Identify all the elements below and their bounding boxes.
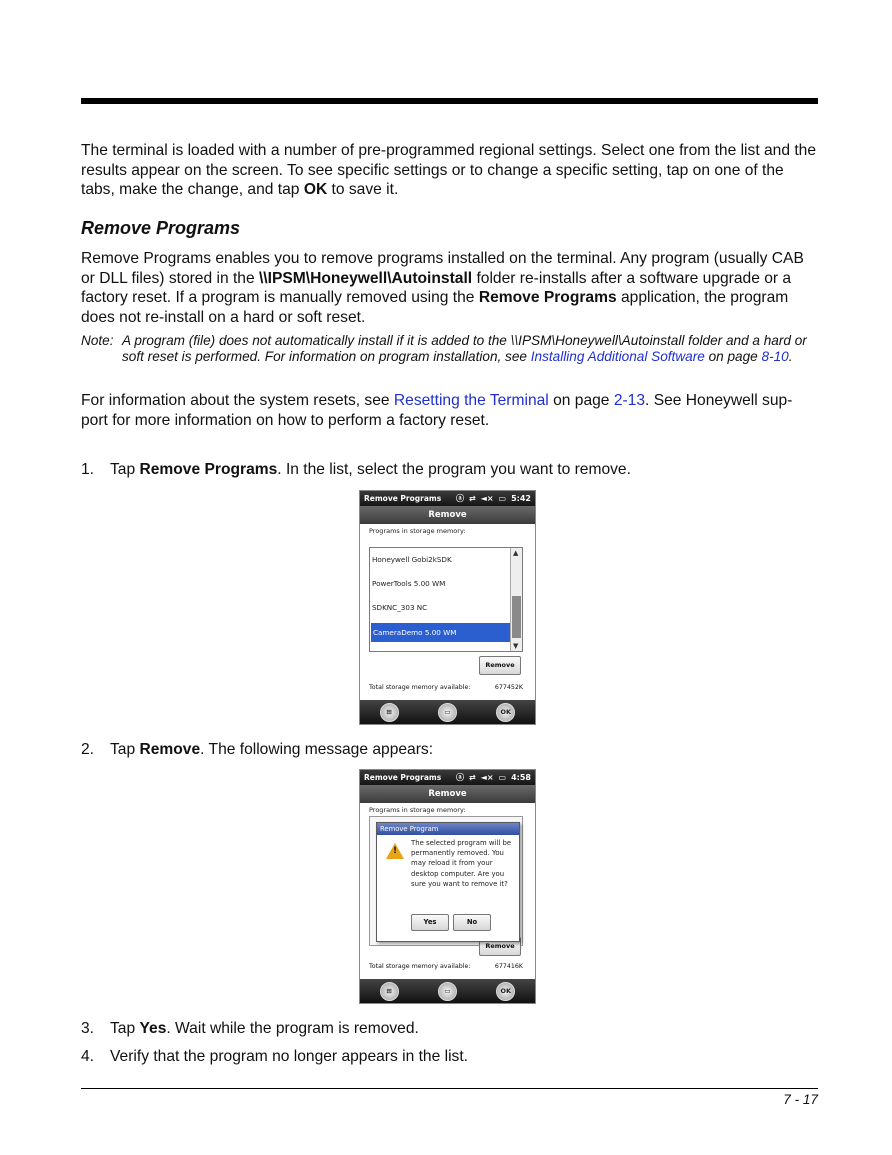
list-caption: Programs in storage memory: [369,806,466,814]
keyboard-toggle-icon[interactable]: ▭ [438,982,457,1001]
ok-button[interactable]: OK [496,982,515,1001]
step-2: 2. Tap Remove. The following message appears: [81,741,434,758]
section-title: Remove Programs [81,218,241,238]
bottom-bar [360,700,535,724]
remove-button[interactable]: Remove [479,656,521,675]
program-list[interactable] [369,547,523,652]
battery-icon: ▭ [498,494,507,503]
windows-start-icon[interactable]: ⊞ [380,703,399,722]
step-3: 3. Tap Yes. Wait while the program is removed. [81,1020,419,1037]
step-4: 4. Verify that the program no longer appears in the list. [81,1048,468,1065]
remove-program-dialog [376,822,520,942]
battery-icon: ▭ [498,773,507,782]
sync-icon: ⇄ [468,494,476,503]
clock: 5:42 [511,494,531,503]
screen-header: Remove [360,506,535,524]
list-item-selected[interactable]: CameraDemo 5.00 WM [371,623,510,642]
description-paragraph: Remove Programs enables you to remove programs installed on the terminal. Any program (usually CAB or DLL files) stored in the \\IPSM\Honeywell\Autoinstall folder re-installs after a software upgrade or a factory reset. If a program is manually removed using the Remove Programs application, the program does not re-install on a hard or soft reset. [81,250,804,326]
scroll-down-icon[interactable]: ▼ [513,642,519,650]
keyboard-icon: ⓐ [455,494,464,503]
ok-button[interactable]: OK [496,703,515,722]
header-rule [81,98,818,104]
clock: 4:58 [511,773,531,782]
yes-button[interactable]: Yes [411,914,449,931]
resetting-terminal-link[interactable]: Resetting the Terminal [393,392,549,409]
screenshot-remove-confirm [359,769,536,1004]
bottom-bar [360,979,535,1003]
note-body: A program (file) does not automatically install if it is added to the \\IPSM\Honeywell\Autoinstall folder and a hard or soft reset is performed. For information on program installation, see Installing Additional Software on page 8-10. [122,333,807,364]
status-bar: Remove Programs ⓐ ⇄ ◄× ▭ 4:58 [360,770,535,785]
storage-total: Total storage memory available: 677416K [369,963,523,970]
list-item[interactable]: PowerTools 5.00 WM [372,579,446,588]
list-caption: Programs in storage memory: [369,527,466,535]
no-button[interactable]: No [453,914,491,931]
screenshot-remove-programs [359,490,536,725]
scroll-thumb[interactable] [512,596,521,638]
list-item[interactable]: SDKNC_303 NC [372,603,428,612]
dialog-title: Remove Program [377,823,519,835]
list-item[interactable]: Honeywell Gobi2kSDK [372,555,452,564]
note-label: Note: [81,333,114,348]
intro-paragraph: The terminal is loaded with a number of pre-programmed regional settings. Select one from the list and the results appear on the screen. To see specific settings or to change a specific setting, tap on one of the tabs, make the change, and tap OK to save it. [81,142,817,198]
keyboard-toggle-icon[interactable]: ▭ [438,703,457,722]
note [81,333,818,364]
installing-software-link[interactable]: Installing Additional Software [530,348,705,364]
step-1: 1. Tap Remove Programs. In the list, select the program you want to remove. [81,461,631,478]
storage-total: Total storage memory available: 677452K [369,684,523,691]
scroll-up-icon[interactable]: ▲ [513,549,519,557]
volume-icon: ◄× [480,773,494,782]
warning-icon: ! [386,843,404,859]
page-2-13-link[interactable]: 2-13 [613,392,646,409]
footer-rule [81,1088,818,1089]
keyboard-icon: ⓐ [455,773,464,782]
volume-icon: ◄× [480,494,494,503]
dialog-message: The selected program will be permanently removed. You may reload it from your desktop computer. Are you sure you want to remove it? [411,839,512,888]
remove-button[interactable]: Remove [479,937,521,956]
page-8-10-link[interactable]: 8-10 [761,348,789,364]
sync-icon: ⇄ [468,773,476,782]
screen-header: Remove [360,785,535,803]
windows-start-icon[interactable]: ⊞ [380,982,399,1001]
status-bar: Remove Programs ⓐ ⇄ ◄× ▭ 5:42 [360,491,535,506]
reset-info-paragraph: For information about the system resets, see Resetting the Terminal on page 2-13. See Honeywell sup-port for more information on how to perform a factory reset. [81,392,793,429]
scrollbar[interactable] [510,548,522,651]
page-number: 7 - 17 [783,1092,818,1107]
